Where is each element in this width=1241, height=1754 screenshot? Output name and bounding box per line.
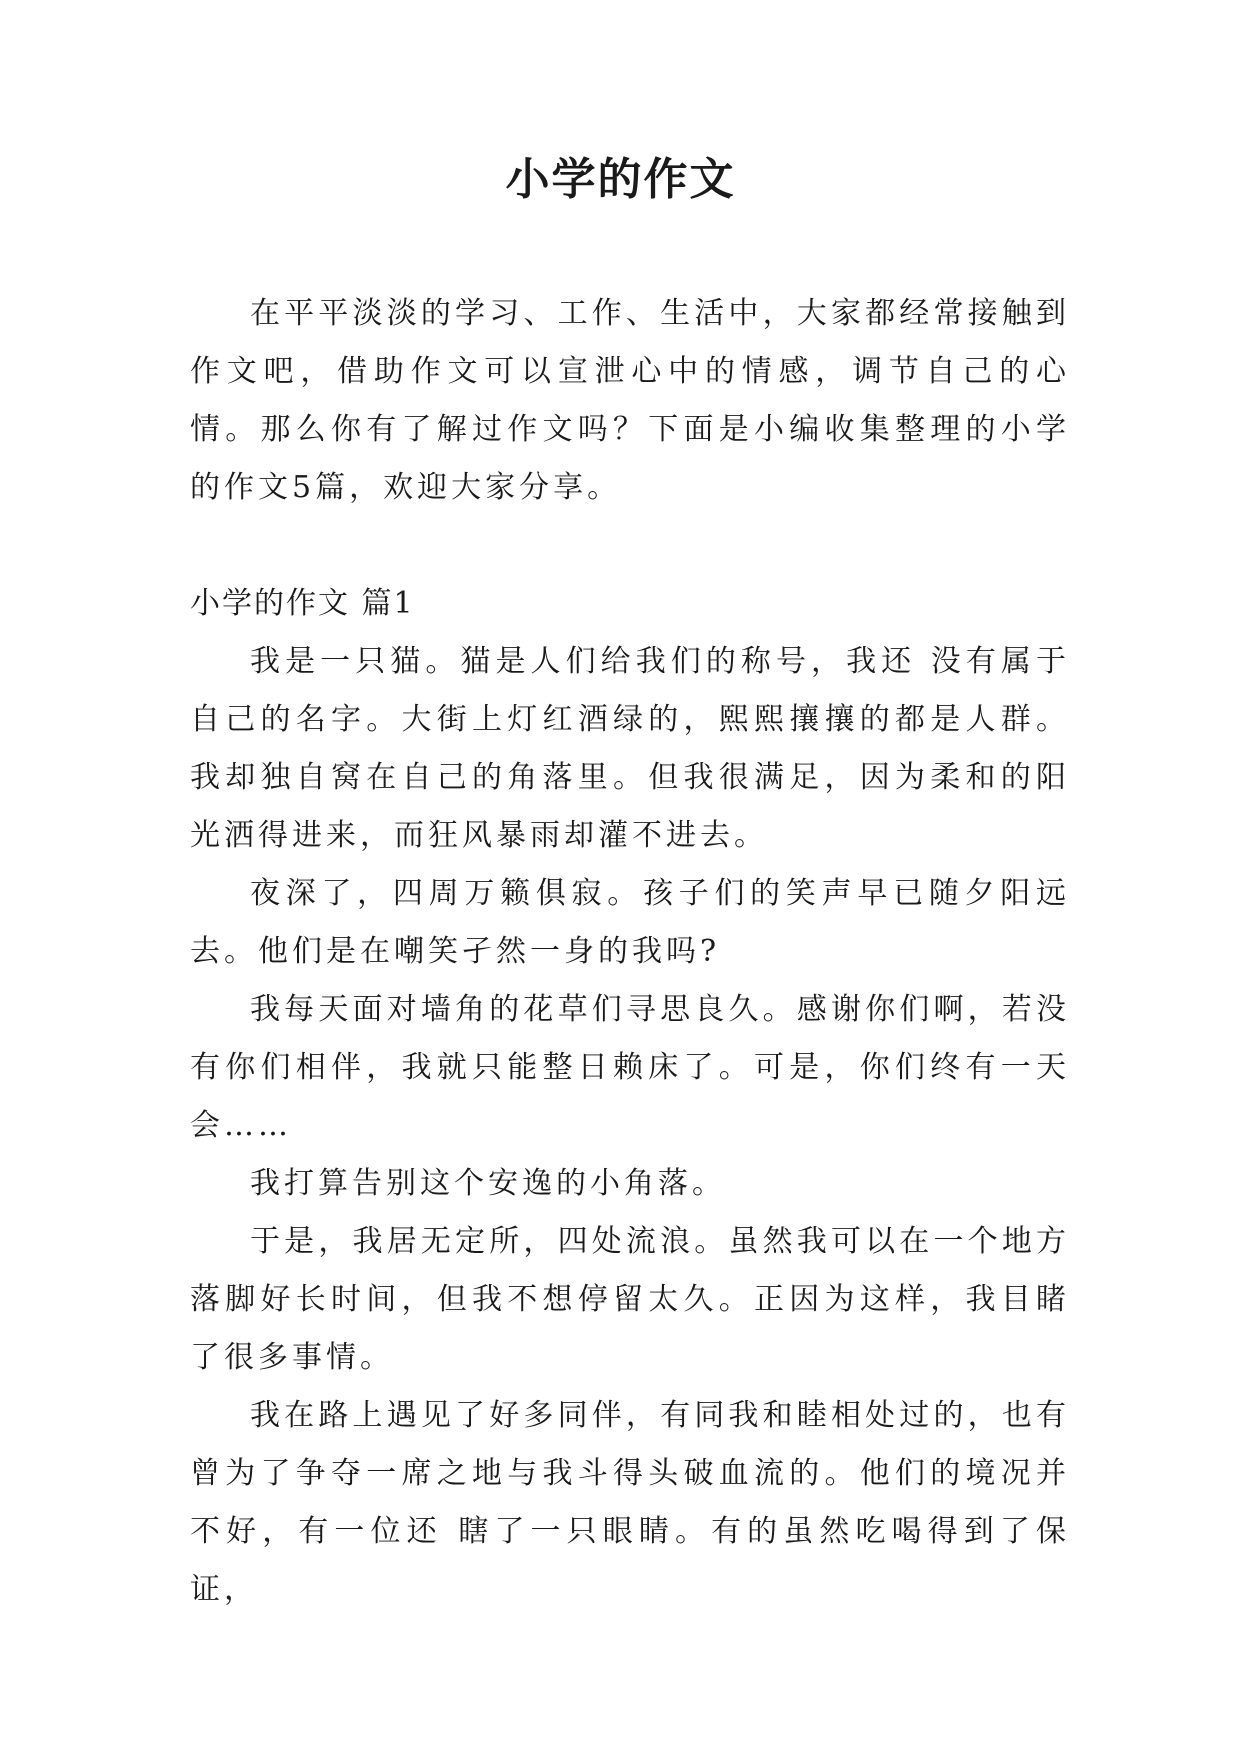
body-paragraph: 我是一只猫。猫是人们给我们的称号，我还 没有属于自己的名字。大街上灯红酒绿的，熙熙攘攘的都是人群。我却独自窝在自己的角落里。但我很满足，因为柔和的阳光洒得进来，而狂风暴雨却灌不进去。 <box>190 644 1070 853</box>
body-paragraph: 我在路上遇见了好多同伴，有同我和睦相处过的，也有曾为了争夺一席之地与我斗得头破血流的。他们的境况并不好，有一位还 瞎了一只眼睛。有的虽然吃喝得到了保证， <box>190 1398 1070 1607</box>
body-paragraph: 夜深了，四周万籁俱寂。孩子们的笑声早已随夕阳远去。他们是在嘲笑孑然一身的我吗? <box>190 876 1070 969</box>
document-title: 小学的作文 <box>505 154 736 205</box>
body-paragraph: 我打算告别这个安逸的小角落。 <box>250 1166 726 1201</box>
body-paragraph: 于是，我居无定所，四处流浪。虽然我可以在一个地方落脚好长时间，但我不想停留太久。正因为这样，我目睹了很多事情。 <box>190 1224 1070 1375</box>
body-paragraph: 我每天面对墙角的花草们寻思良久。感谢你们啊，若没有你们相伴，我就只能整日赖床了。可是，你们终有一天会…… <box>190 992 1070 1143</box>
intro-paragraph: 在平平淡淡的学习、工作、生活中，大家都经常接触到作文吧，借助作文可以宣泄心中的情感，调节自己的心情。那么你有了解过作文吗？下面是小编收集整理的小学的作文5篇，欢迎大家分享。 <box>190 296 1070 505</box>
section-heading: 小学的作文 篇1 <box>190 586 415 621</box>
document-body <box>190 285 1070 1619</box>
